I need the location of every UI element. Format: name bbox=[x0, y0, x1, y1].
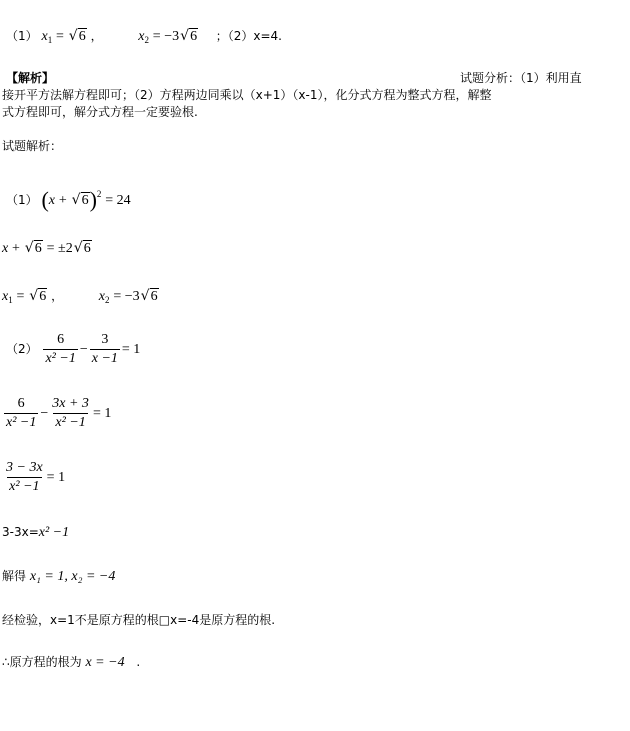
eq3-x2 bbox=[99, 289, 110, 304]
conclusion-expr: x = −4 bbox=[85, 655, 125, 670]
eq3-sqrt2 bbox=[141, 289, 159, 305]
solution-label: 试题解析： bbox=[2, 139, 63, 153]
eq5-n1: 6 bbox=[17, 396, 25, 411]
eq4-d2: x −1 bbox=[91, 351, 118, 366]
eq3-rad2: 6 bbox=[150, 289, 158, 304]
eq2-sqrt2 bbox=[74, 241, 92, 257]
eq3-eq2: = −3 bbox=[113, 289, 140, 304]
eq2 bbox=[2, 240, 92, 257]
eq1-x: x bbox=[48, 193, 56, 208]
eq3-x1-sub: 1 bbox=[8, 295, 13, 305]
eq3-sqrt1 bbox=[29, 289, 47, 305]
x1-var: x bbox=[41, 29, 48, 44]
sqrt-6-a bbox=[69, 29, 87, 45]
sqrt-6-b bbox=[180, 29, 198, 45]
rad-b: 6 bbox=[190, 29, 198, 44]
eq5-frac1 bbox=[4, 396, 38, 431]
analysis-line-2: 接开平方法解方程即可；（2）方程两边同乘以（x+1）（x-1），化分式方程为整式方程，解整 bbox=[2, 88, 492, 102]
eq8-expr: x₁ = 1, x₂ = −4 bbox=[29, 569, 116, 584]
eq5 bbox=[2, 396, 111, 431]
eq1-rhs: = 24 bbox=[105, 193, 131, 208]
answer-x1 bbox=[41, 29, 52, 44]
x1-sub: 1 bbox=[47, 35, 53, 45]
eq1-plus: + bbox=[58, 193, 67, 208]
eq1-rad: 6 bbox=[81, 193, 89, 208]
eq4-rhs: = 1 bbox=[121, 342, 141, 357]
eq8-prefix: 解得 bbox=[2, 569, 27, 583]
eq5-n2: 3x + 3 bbox=[52, 396, 89, 411]
eq2-x: x bbox=[2, 241, 9, 256]
eq3-sep: ， bbox=[51, 289, 64, 303]
answer-line bbox=[6, 28, 282, 48]
eq3-x2-var: x bbox=[98, 289, 105, 304]
analysis-label: 【解析】 bbox=[6, 71, 55, 85]
part2-label: （2） bbox=[6, 342, 38, 356]
answer-part1-label: （1） bbox=[6, 29, 38, 43]
answer-part2: ；（2）x=4. bbox=[215, 29, 282, 43]
eq4 bbox=[6, 332, 140, 367]
x2-eq: = −3 bbox=[152, 29, 180, 44]
eq6-frac bbox=[4, 460, 45, 495]
eq3-x2-sub: 2 bbox=[105, 295, 110, 305]
eq2-rad: 6 bbox=[34, 241, 42, 256]
answer-sep: ， bbox=[90, 29, 103, 43]
eq3-x1 bbox=[2, 289, 13, 304]
eq3 bbox=[2, 288, 159, 308]
eq5-minus: − bbox=[40, 406, 49, 421]
eq2-rhs: = ±2 bbox=[46, 241, 73, 256]
analysis-line-3: 式方程即可，解分式方程一定要验根. bbox=[2, 105, 198, 119]
eq6-rhs: = 1 bbox=[46, 470, 66, 485]
eq2-plus: + bbox=[12, 241, 20, 256]
analysis-head: 试题分析：（1）利用直 bbox=[460, 71, 582, 85]
part1-label: （1） bbox=[6, 193, 38, 207]
eq8 bbox=[2, 568, 115, 585]
eq1-sqrt bbox=[72, 193, 90, 209]
eq3-x1-var: x bbox=[2, 289, 9, 304]
eq4-n1: 6 bbox=[57, 332, 65, 347]
x2-var: x bbox=[138, 29, 145, 44]
answer-x2 bbox=[138, 29, 149, 44]
eq6 bbox=[2, 460, 65, 495]
eq4-frac1 bbox=[43, 332, 77, 367]
eq4-n2: 3 bbox=[101, 332, 109, 347]
eq4-frac2 bbox=[90, 332, 120, 367]
x2-sub: 2 bbox=[144, 35, 149, 45]
eq1: （1） (x + √ 6)$^2$ = 24 bbox=[6, 186, 131, 209]
eq5-frac2 bbox=[50, 396, 91, 431]
conclusion-line bbox=[2, 654, 140, 671]
eq4-d1: x² −1 bbox=[45, 351, 76, 366]
eq7-rhs: x² −1 bbox=[38, 525, 70, 540]
rad-a: 6 bbox=[78, 29, 86, 44]
eq6-n: 3 − 3x bbox=[6, 460, 43, 475]
eq2-sqrt bbox=[25, 241, 43, 257]
eq4-minus: − bbox=[79, 342, 88, 357]
eq3-eq1: = bbox=[16, 289, 25, 304]
conclusion-end: . bbox=[136, 655, 141, 669]
x1-eq: = bbox=[56, 29, 64, 44]
eq7 bbox=[2, 524, 69, 541]
eq5-rhs: = 1 bbox=[92, 406, 112, 421]
eq7-lhs: 3-3x= bbox=[2, 525, 39, 539]
eq1-exp: 2 bbox=[96, 189, 102, 199]
check-line: 经检验，x=1不是原方程的根□x=-4是原方程的根. bbox=[2, 613, 276, 627]
eq2-rad2: 6 bbox=[83, 241, 91, 256]
eq5-d1: x² −1 bbox=[6, 415, 37, 430]
eq3-rad1: 6 bbox=[39, 289, 47, 304]
eq5-d2: x² −1 bbox=[55, 415, 86, 430]
conclusion-text: ∴原方程的根为 bbox=[2, 655, 82, 669]
eq6-d: x² −1 bbox=[9, 479, 40, 494]
